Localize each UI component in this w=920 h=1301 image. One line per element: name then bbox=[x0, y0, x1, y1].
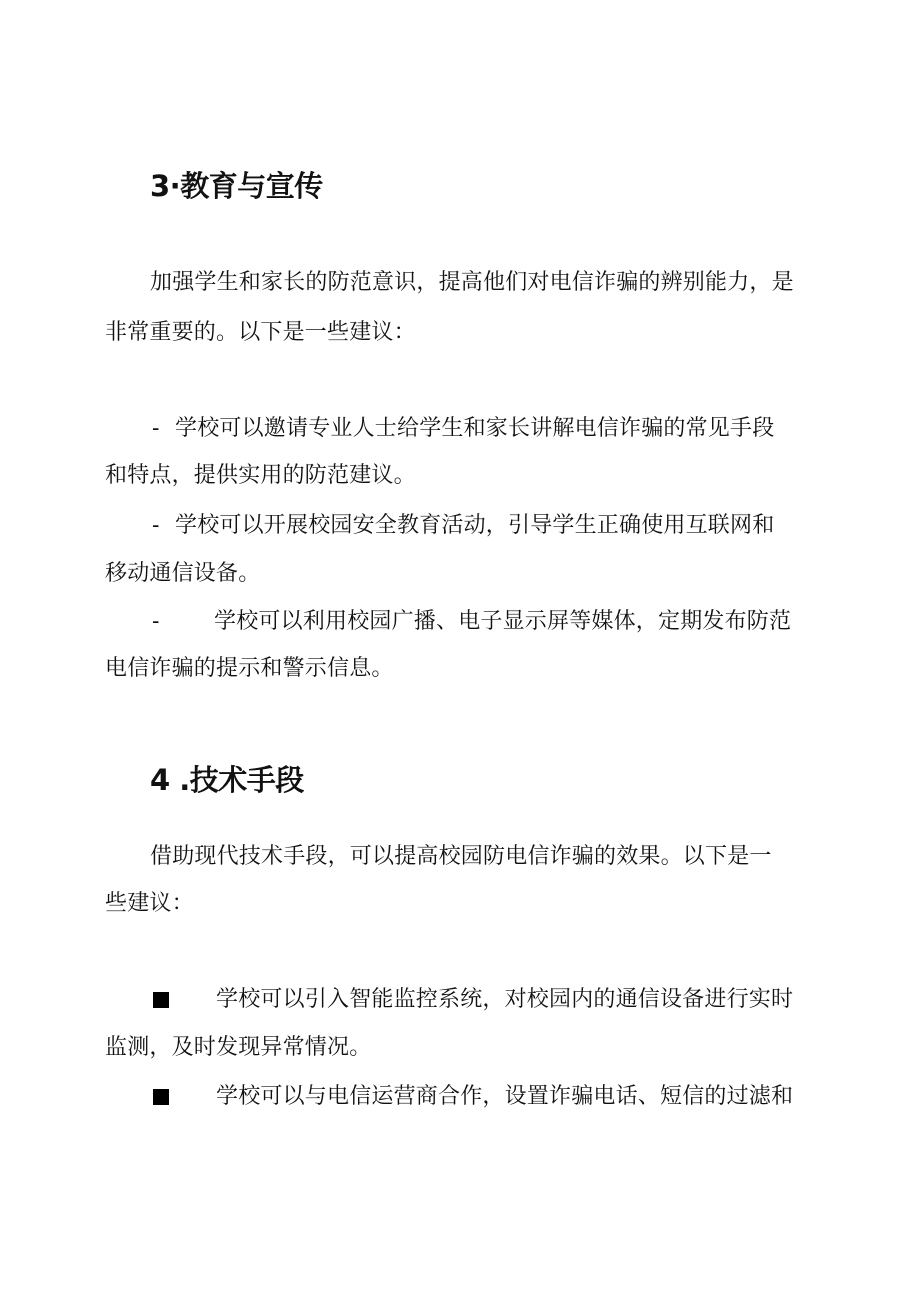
section-4-item-2-line-1: 学校可以与电信运营商合作，设置诈骗电话、短信的过滤和 bbox=[216, 1084, 794, 1109]
section-3-item-3-line-1: 学校可以利用校园广播、电子显示屏等媒体，定期发布防范 bbox=[214, 609, 792, 634]
section-4-item-1-line-2: 监测，及时发现异常情况。 bbox=[105, 1035, 372, 1060]
section-3-item-3-line-2: 电信诈骗的提示和警示信息。 bbox=[105, 656, 394, 681]
dash-marker: - bbox=[152, 416, 160, 441]
section-3-item-1-line-2: 和特点，提供实用的防范建议。 bbox=[105, 463, 416, 488]
section-4-item-1-line-1: 学校可以引入智能监控系统，对校园内的通信设备进行实时 bbox=[216, 987, 794, 1012]
section-3-intro-line-2: 非常重要的。以下是一些建议： bbox=[105, 320, 416, 345]
dash-marker: - bbox=[152, 609, 160, 634]
section-3-intro-line-1: 加强学生和家长的防范意识，提高他们对电信诈骗的辨别能力，是 bbox=[150, 270, 794, 295]
section-4-intro-line-1: 借助现代技术手段，可以提高校园防电信诈骗的效果。以下是一 bbox=[150, 844, 772, 869]
section-3-heading: 3·教育与宣传 bbox=[150, 169, 323, 203]
section-3-item-2-line-1: 学校可以开展校园安全教育活动，引导学生正确使用互联网和 bbox=[175, 513, 775, 538]
section-4-intro-line-2: 些建议： bbox=[105, 891, 194, 916]
black-square-icon bbox=[153, 1089, 169, 1105]
section-4-heading: 4 .技术手段 bbox=[150, 763, 304, 797]
dash-marker: - bbox=[152, 513, 160, 538]
section-3-item-1-line-1: 学校可以邀请专业人士给学生和家长讲解电信诈骗的常见手段 bbox=[175, 416, 775, 441]
black-square-icon bbox=[153, 992, 169, 1008]
section-3-item-2-line-2: 移动通信设备。 bbox=[105, 561, 261, 586]
